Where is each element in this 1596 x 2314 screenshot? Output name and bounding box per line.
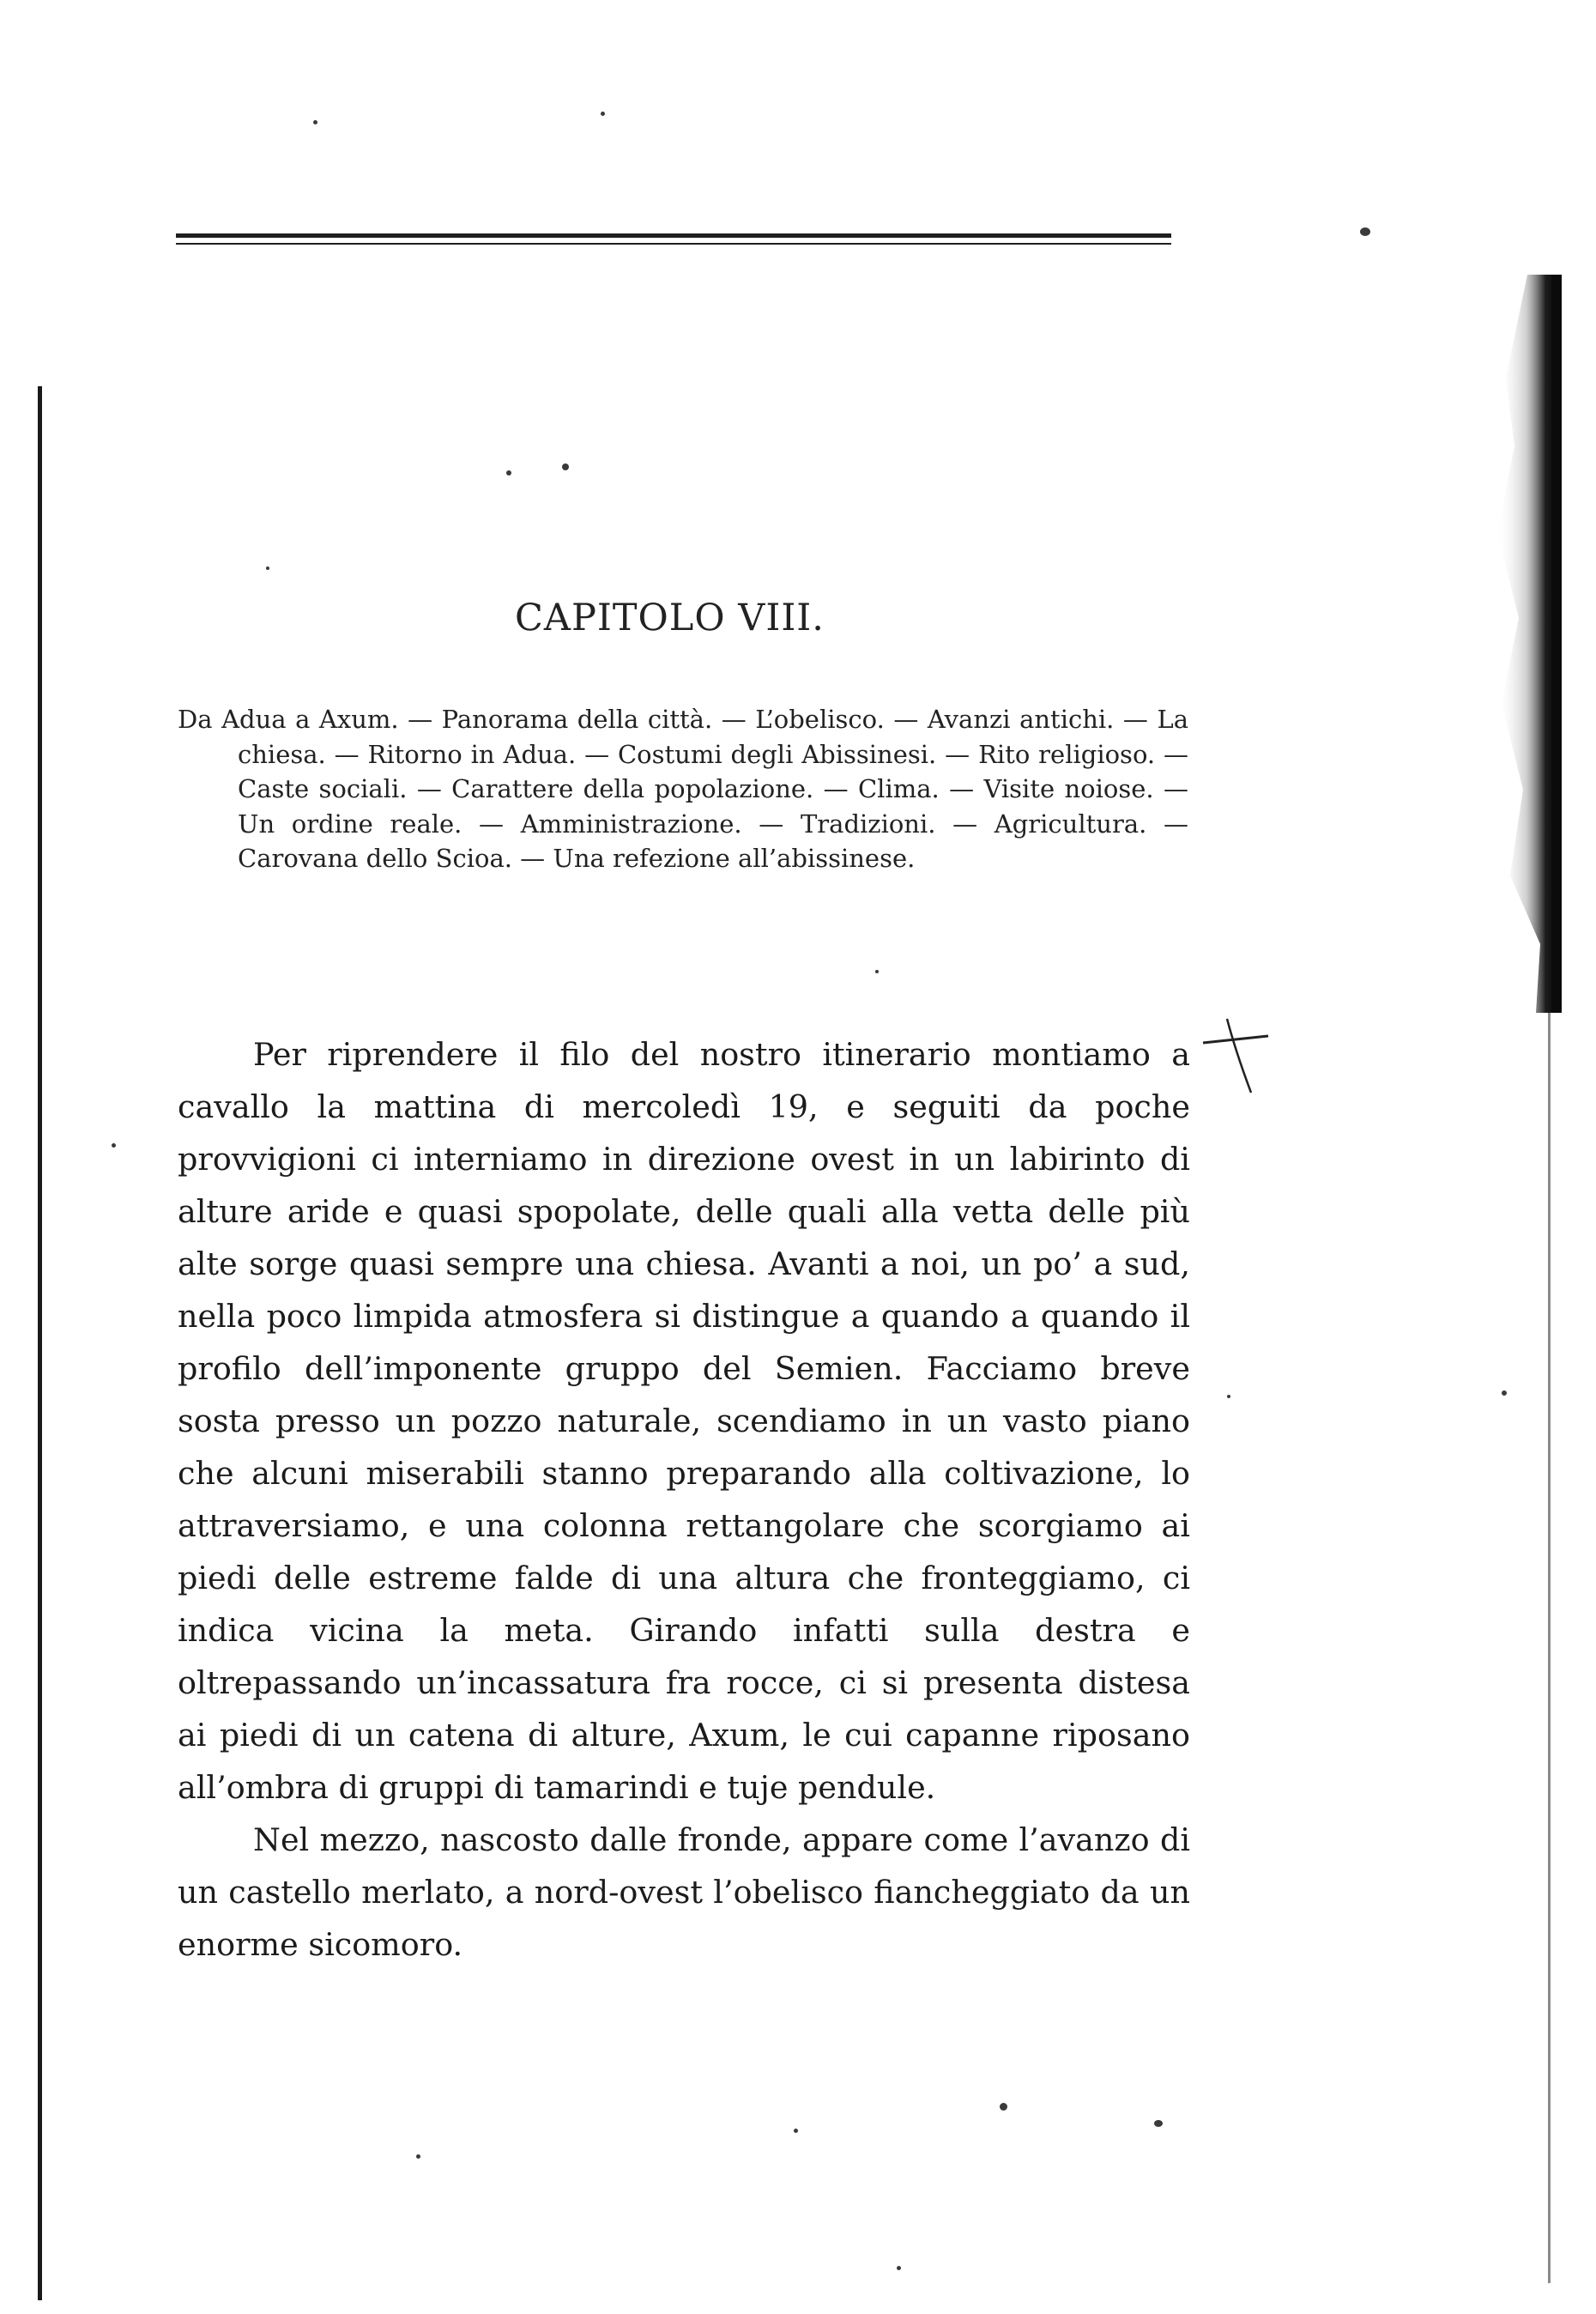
scan-speck — [601, 112, 605, 116]
header-rule-thin — [176, 243, 1171, 245]
scan-edge-shadow — [1476, 275, 1562, 1013]
scan-speck — [875, 970, 879, 973]
binding-edge-line — [38, 386, 42, 2300]
scan-speck — [1000, 2103, 1007, 2111]
scan-speck — [506, 470, 511, 476]
paragraph-1: Per riprendere il filo del nostro itinerario montiamo a cavallo la mattina di mercoledì 19, e seguiti da poche provvigioni ci interniamo in direzione ovest in un labirinto di alture aride e quasi spopolate, delle quali alla vetta delle più alte sorge quasi sempre una chiesa. Avanti a noi, un po’ a sud, nella poco limpida atmosfera si distingue a quando a quando il profilo dell’imponente gruppo del Semien. Facciamo breve sosta presso un pozzo naturale, scendiamo in un vasto piano che alcuni miserabili stanno preparando alla coltivazione, lo attraversiamo, e una colonna rettangolare che scorgiamo ai piedi delle estreme falde di una altura che fronteggiamo, ci indica vicina la meta. Girando infatti sulla destra e oltrepassando un’incassatura fra rocce, ci si presenta distesa ai piedi di un catena di alture, Axum, le cui capanne riposano all’ombra di gruppi di tamarindi e tuje pendule. — [178, 1036, 1190, 1806]
scan-speck — [794, 2129, 798, 2133]
scan-speck — [562, 463, 569, 470]
pencil-cross-mark — [1201, 1017, 1270, 1094]
summary-text: Da Adua a Axum. — Panorama della città. — L’obelisco. — Avanzi antichi. — La chiesa. — Ritorno in Adua. — Costumi degli Abissinesi. — Rito religioso. — Caste sociali. — Carattere della popolazione. — Clima. — Visite noiose. — Un ordine reale. — Amministrazione. — Tradizioni. — Agricultura. — Carovana dello Scioa. — Una refezione all’abissinese. — [178, 705, 1188, 873]
scan-speck — [1360, 227, 1370, 236]
scan-edge-line — [1548, 1013, 1551, 2283]
paragraph-2: Nel mezzo, nascosto dalle fronde, appare come l’avanzo di un castello merlato, a nord-ovest l’obelisco fiancheggiato da un enorme sicomoro. — [178, 1821, 1190, 1963]
scan-speck — [1502, 1390, 1507, 1396]
scan-speck — [313, 120, 317, 124]
header-rule-thick — [176, 233, 1171, 238]
chapter-summary — [178, 702, 1188, 876]
scan-speck — [112, 1143, 116, 1148]
scan-speck — [1154, 2120, 1163, 2127]
scan-speck — [266, 566, 269, 570]
scan-speck — [1227, 1395, 1230, 1398]
scan-speck — [416, 2154, 420, 2159]
scan-speck — [897, 2266, 901, 2270]
chapter-title: CAPITOLO VIII. — [515, 597, 825, 639]
body-text — [178, 1028, 1190, 1971]
